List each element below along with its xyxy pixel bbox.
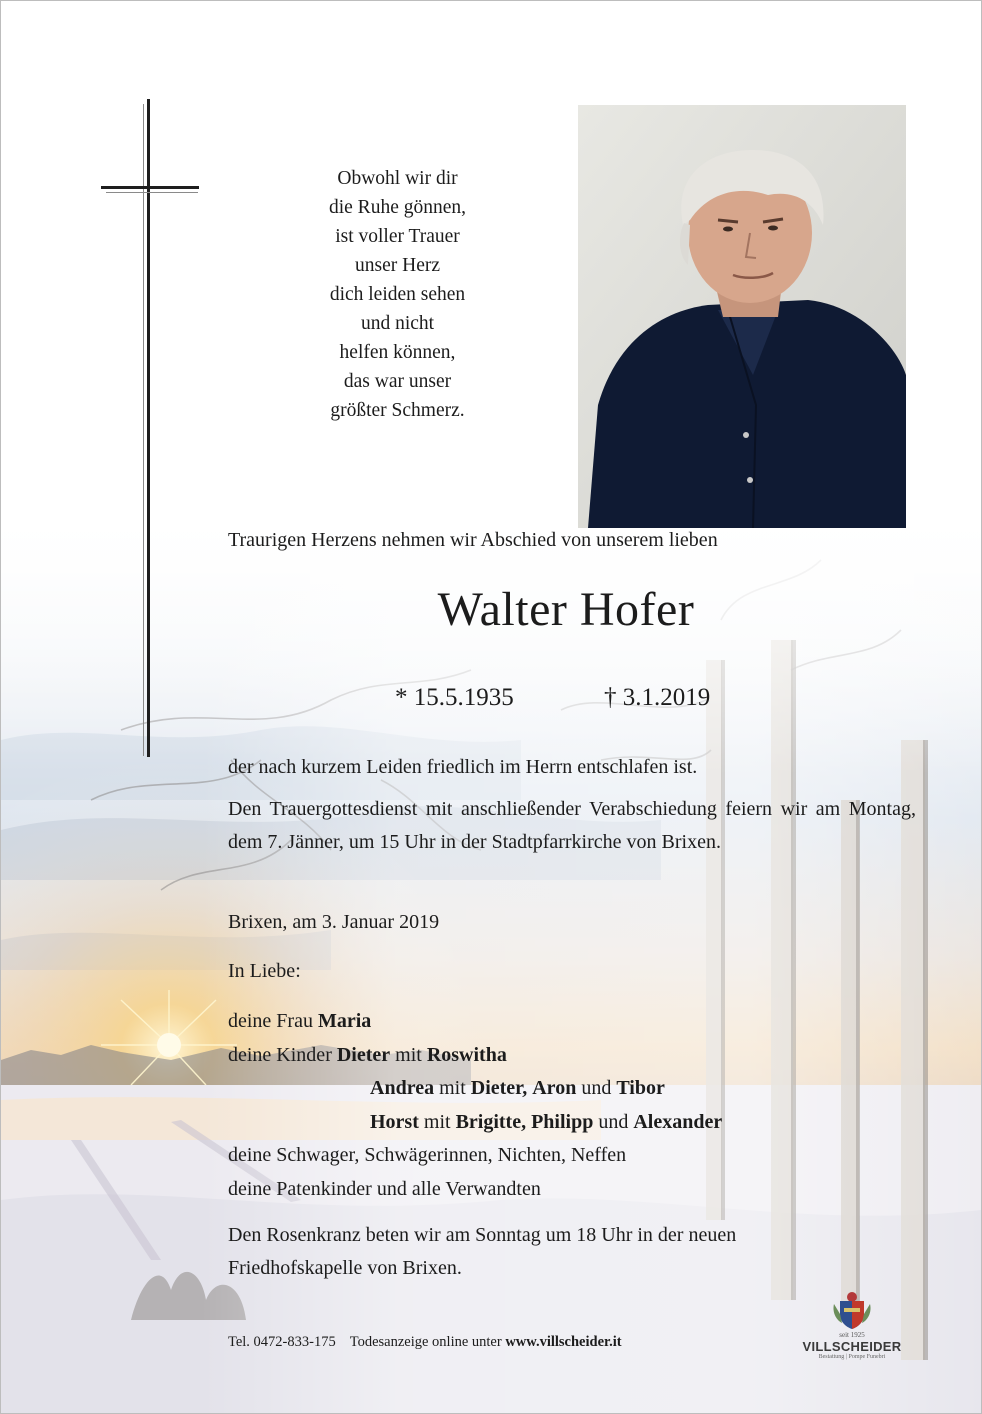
logo-brand: VILLSCHEIDER	[802, 1339, 902, 1354]
service-text: Den Trauergottesdienst mit anschließender Verabschiedung feiern wir am Montag, dem 7. Jänner, um 15 Uhr in der Stadtpfarrkirche von Brixen.	[228, 798, 916, 853]
in-love-label: In Liebe:	[228, 960, 301, 982]
child-name: Andrea	[370, 1077, 435, 1099]
mourner-row-child2	[228, 1072, 722, 1106]
birth-date: * 15.5.1935	[395, 684, 514, 711]
poem-line: unser Herz	[355, 255, 440, 276]
connector: und	[598, 1110, 629, 1133]
poem-line: ist voller Trauer	[335, 226, 460, 247]
coat-of-arms-icon	[830, 1290, 874, 1330]
child-name: Horst	[370, 1110, 419, 1133]
passed-text: der nach kurzem Leiden friedlich im Herrn entschlafen ist.	[228, 756, 698, 778]
logo-since: seit 1925	[839, 1331, 865, 1339]
grandchild-name: Tibor	[616, 1077, 665, 1099]
place-date: Brixen, am 3. Januar 2019	[228, 911, 440, 933]
cross-shadow-horizontal	[106, 192, 198, 193]
death-date: † 3.1.2019	[604, 684, 711, 711]
grandchild-name: Aron	[532, 1077, 577, 1099]
rosary-text: Den Rosenkranz beten wir am Sonntag um 18 Uhr in der neuen Friedhofskapelle von Brixen.	[228, 1224, 737, 1279]
child-name: Dieter	[336, 1043, 391, 1066]
grandchild-name: Philipp	[531, 1110, 594, 1133]
memorial-poem	[270, 164, 525, 425]
wife-name: Maria	[317, 1010, 372, 1032]
poem-line: Obwohl wir dir	[337, 168, 458, 189]
mourner-row-children	[228, 1039, 722, 1073]
wife-prefix: deine Frau	[228, 1010, 313, 1032]
connector: mit	[395, 1043, 422, 1066]
mourner-row-child3	[228, 1106, 722, 1140]
connector: mit	[423, 1110, 451, 1133]
cross-horizontal-bar	[101, 186, 199, 189]
online-prefix: Todesanzeige online unter	[349, 1334, 502, 1350]
poem-line: dich leiden sehen	[329, 284, 466, 305]
mourner-row-relatives: deine Schwager, Schwägerinnen, Nichten, Neffen	[228, 1144, 627, 1166]
poem-line: die Ruhe gönnen,	[328, 197, 466, 218]
children-prefix: deine Kinder	[228, 1043, 332, 1066]
footer-contact	[228, 1334, 622, 1351]
mourner-row-godchildren: deine Patenkinder und alle Verwandten	[228, 1177, 541, 1200]
connector: mit	[439, 1077, 466, 1099]
funeral-home-logo	[802, 1290, 902, 1380]
partner-name: Brigitte,	[455, 1110, 527, 1133]
poem-line: und nicht	[360, 313, 435, 334]
intro-text: Traurigen Herzens nehmen wir Abschied von unserem lieben	[228, 529, 718, 551]
poem-line: das war unser	[343, 371, 452, 392]
mourners-list	[228, 1005, 722, 1206]
cross-vertical-bar	[147, 99, 150, 757]
mourner-row-wife	[228, 1005, 722, 1039]
partner-name: Dieter,	[470, 1077, 528, 1099]
connector: und	[581, 1077, 612, 1099]
website-link[interactable]: www.villscheider.it	[505, 1334, 622, 1350]
portrait-photo	[578, 105, 906, 528]
poem-line: größter Schmerz.	[330, 400, 465, 421]
cross-shadow-vertical	[143, 104, 144, 756]
logo-subtitle: Bestattung | Pompe Funebri	[818, 1354, 886, 1360]
deceased-name: Walter Hofer	[437, 583, 695, 636]
phone-number: Tel. 0472-833-175	[228, 1334, 336, 1350]
grandchild-name: Alexander	[633, 1110, 723, 1133]
poem-line: helfen können,	[339, 342, 456, 363]
partner-name: Roswitha	[426, 1043, 507, 1066]
